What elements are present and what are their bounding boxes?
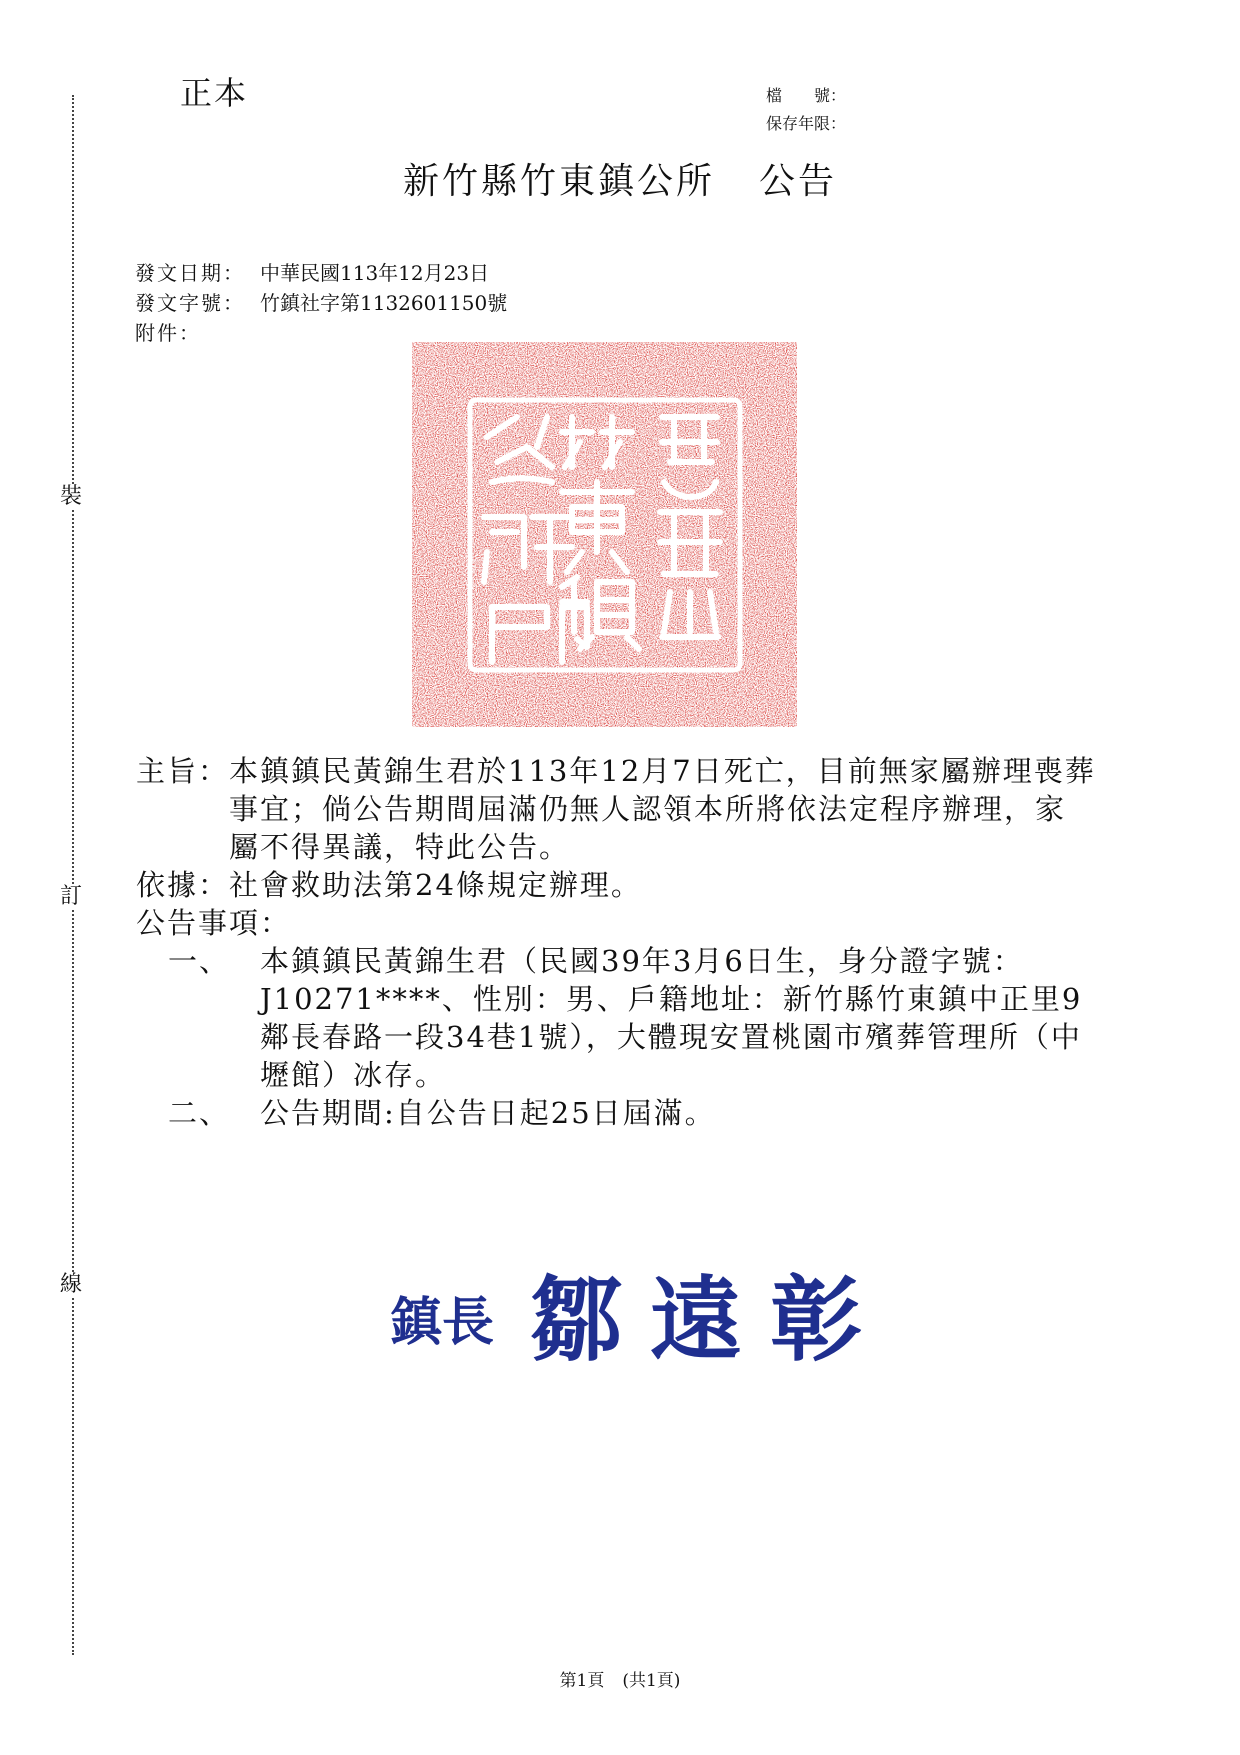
document-body (136, 752, 1096, 1132)
subject-paragraph (136, 752, 1096, 866)
issue-ref-value: 竹鎮社字第1132601150號 (260, 291, 508, 315)
binding-label-top: 裝 (60, 484, 83, 509)
basis-paragraph (136, 866, 1096, 904)
announcement-item-number: 一、 (168, 944, 231, 978)
title-type: 公告 (759, 161, 838, 202)
issue-ref-row (135, 288, 507, 318)
signature-name: 鄒遠彰 (530, 1266, 890, 1374)
subject-text: 本鎮鎮民黃錦生君於113年12月7日死亡，目前無家屬辦理喪葬事宜；倘公告期間屆滿仍無人認領本所將依法定程序辦理，家屬不得異議，特此公告。 (229, 754, 1096, 864)
signature-title: 鎮長 (390, 1292, 495, 1353)
issue-date-label: 發文日期： (135, 261, 245, 285)
retention-period-label: 保存年限： (766, 114, 847, 133)
copy-label: 正本 (180, 74, 249, 112)
basis-label: 依據： (136, 868, 230, 902)
issue-ref-label: 發文字號： (135, 291, 245, 315)
official-seal (412, 342, 797, 727)
issue-date-value: 中華民國113年12月23日 (260, 261, 490, 285)
page-number: 第1頁 (559, 1671, 605, 1691)
announcement-item (136, 1094, 1096, 1132)
announcement-item-text: 公告期間:自公告日起25日屆滿。 (260, 1096, 716, 1130)
page-footer (0, 1666, 1240, 1691)
title-agency: 新竹縣竹東鎮公所 (402, 161, 715, 202)
binding-dotted-line (72, 95, 74, 1655)
issue-info (135, 258, 507, 348)
mayor-signature-stamp (390, 1240, 890, 1390)
attachment-label: 附件： (135, 321, 201, 345)
announcement-heading (136, 904, 1096, 942)
binding-label-middle: 訂 (60, 884, 83, 909)
announcement-label: 公告事項： (136, 906, 292, 940)
basis-text: 社會救助法第24條規定辦理。 (229, 868, 642, 902)
announcement-item-text: 本鎮鎮民黃錦生君（民國39年3月6日生，身分證字號：J10271****、性別：男、戶籍地址：新竹縣竹東鎮中正里9鄰長春路一段34巷1號），大體現安置桃園市殯葬管理所（中壢館）冰存。 (260, 944, 1083, 1092)
binding-label-bottom: 線 (60, 1272, 83, 1297)
file-number-label: 檔 號： (766, 86, 847, 105)
page-total: (共1頁) (622, 1671, 681, 1691)
subject-label: 主旨： (136, 754, 230, 788)
issue-date-row (135, 258, 507, 288)
announcement-item (136, 942, 1096, 1094)
document-title (0, 153, 1240, 204)
announcement-item-number: 二、 (168, 1096, 231, 1130)
file-meta (766, 82, 846, 138)
